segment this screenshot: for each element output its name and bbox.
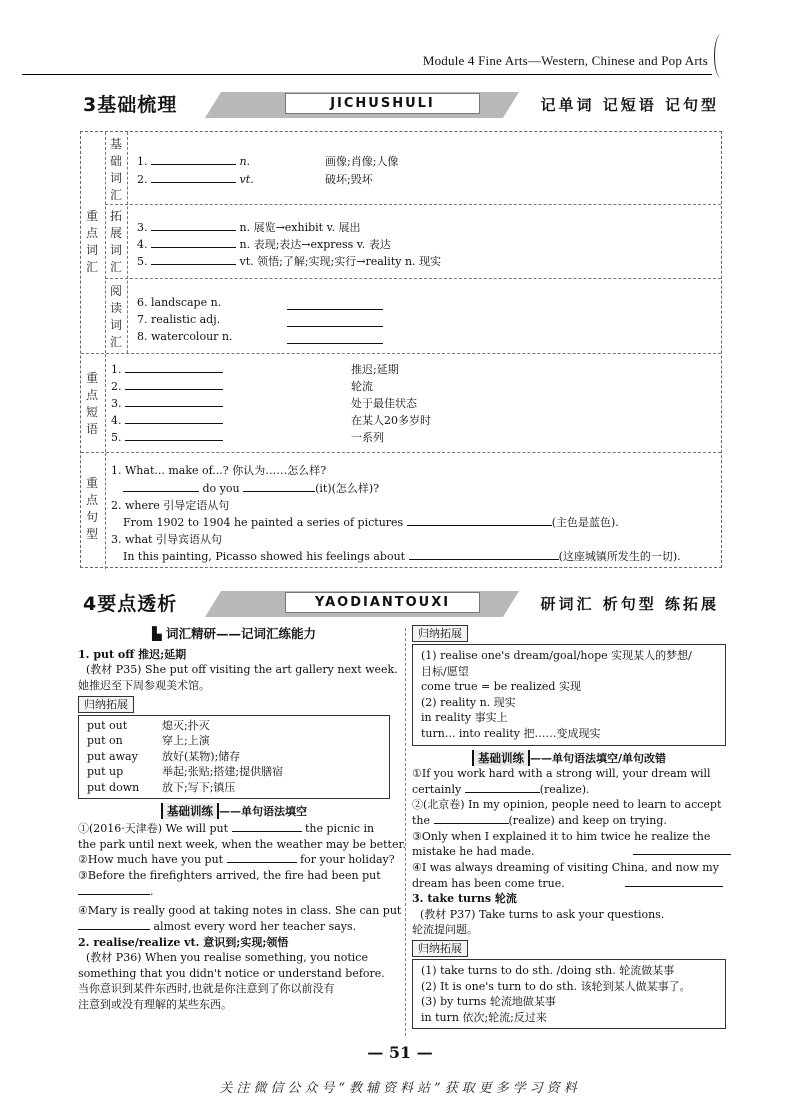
vocab-item (137, 172, 254, 188)
answer-blank[interactable] (407, 516, 552, 526)
word-heading: 2. realise/realize vt. 意识到;实现;领悟 (78, 935, 289, 949)
question-text: ④Mary is really good at taking notes in class. She can put (78, 904, 402, 918)
sentence-title (111, 463, 326, 479)
question-text: ①(2016·天津卷) We will put (78, 822, 228, 836)
section4-pinyin: YAODIANTOUXI (285, 592, 480, 613)
answer-blank[interactable] (78, 920, 150, 930)
phrase-meaning: 处于最佳状态 (351, 397, 417, 410)
summary-box (80, 131, 722, 568)
question-line: . (78, 884, 390, 900)
answer-blank[interactable] (227, 853, 297, 863)
induce-line: in reality 事实上 (421, 711, 508, 725)
drill-subtitle: ——单句语法填空/单句改错 (529, 751, 667, 765)
induce-box (412, 644, 726, 746)
answer-blank[interactable] (633, 845, 731, 855)
divider (105, 204, 721, 205)
phrase-meaning: 推迟;延期 (351, 363, 399, 376)
vocab-item (137, 254, 441, 270)
textbook-example: something that you didn't notice or understand before. (78, 966, 385, 980)
table-cell: 放下;写下;镇压 (162, 781, 236, 795)
question-text: ④I was always dreaming of visiting China, and now my (412, 860, 719, 874)
question-text: the park until next week, when the weather may be better. (78, 837, 407, 851)
answer-blank[interactable] (151, 173, 236, 183)
phrases-section (81, 354, 721, 453)
vocab-item: 6. landscape n. (137, 296, 222, 309)
table-cell: 熄灭;扑灭 (162, 718, 210, 732)
induce-line: 目标/愿望 (421, 664, 469, 678)
reading-vocab-label: 阅读词汇 (109, 284, 122, 349)
item-number: 4. (137, 238, 148, 251)
question-text: (realize). (539, 782, 590, 796)
induce-tag (412, 625, 726, 642)
phrase-table (78, 715, 390, 799)
answer-blank[interactable] (125, 414, 223, 424)
vocab-study-title-text: 词汇精研——记词汇练能力 (165, 626, 316, 641)
column-divider (405, 628, 406, 1036)
vocab-meaning: 破坏;毁坏 (325, 173, 373, 186)
question-line (78, 919, 390, 935)
vocab-section (81, 132, 721, 354)
section4-slogan: 研词汇 析句型 练拓展 (519, 591, 727, 617)
answer-blank[interactable] (287, 300, 383, 310)
drill-title: 基础训练 (161, 803, 219, 819)
item-number: 3. (137, 221, 148, 234)
answer-blank[interactable] (287, 334, 383, 344)
question-line (78, 852, 395, 868)
question-line (412, 813, 726, 829)
phrases-label: 重点短语 (85, 371, 98, 436)
question-text: ②(北京卷) In my opinion, people need to learn to accept (412, 798, 722, 812)
question-text: (realize) and keep on trying. (508, 814, 667, 828)
header-curve (714, 34, 728, 78)
item-number: 4. (111, 414, 122, 427)
vocab-item: 8. watercolour n. (137, 330, 233, 343)
induce-tag-text: 归纳拓展 (412, 625, 468, 642)
answer-blank[interactable] (232, 822, 302, 832)
table-cell: put out (87, 718, 128, 732)
sentence-hint: (it)(怎么样)? (315, 482, 380, 495)
table-cell: put on (87, 734, 123, 748)
phrase-item (111, 396, 223, 412)
item-number: 3. (111, 397, 122, 410)
answer-blank[interactable] (125, 397, 223, 407)
table-row (87, 780, 381, 796)
phrase-item (111, 430, 223, 446)
phrase-item (111, 413, 223, 429)
induce-line: (1) realise one's dream/goal/hope 实现某人的梦想/ (421, 649, 692, 662)
divider (105, 278, 721, 279)
phrase-item (111, 379, 223, 395)
table-row (87, 733, 381, 749)
answer-blank[interactable] (465, 783, 540, 793)
induce-line: turn... into reality 把……变成现实 (421, 727, 601, 741)
induce-line: (2) reality n. 现实 (421, 695, 516, 709)
answer-blank[interactable] (123, 482, 199, 492)
answer-blank[interactable] (409, 550, 559, 560)
table-row (87, 764, 381, 780)
induce-line: (2) It is one's turn to do sth. 该轮到某人做某事了。 (421, 979, 691, 993)
textbook-example: (教材 P36) When you realise something, you notice (86, 951, 368, 965)
answer-blank[interactable] (625, 877, 723, 887)
textbook-example: (教材 P35) She put off visiting the art gallery next week. (86, 663, 398, 677)
vocab-item (137, 220, 361, 236)
sentence-line (123, 515, 619, 531)
question-text: ①If you work hard with a strong will, your dream will (412, 767, 711, 781)
answer-blank[interactable] (125, 380, 223, 390)
question-line (412, 782, 726, 798)
footer-note: 关注微信公众号“教辅资料站”获取更多学习资料 (219, 1081, 581, 1096)
question-line (412, 844, 726, 860)
answer-blank[interactable] (78, 885, 150, 895)
question-text: the (412, 814, 431, 828)
example-translation: 轮流提问题。 (412, 923, 478, 937)
sentence-title-text: 1. What... make of...? 你认为……怎么样? (111, 464, 327, 477)
question-text: almost every word her teacher says. (153, 919, 357, 933)
item-number: 2. (111, 380, 122, 393)
sentence-title: 3. what 引导宾语从句 (111, 533, 222, 546)
table-row (87, 718, 381, 734)
word-heading: 1. put off 推迟;延期 (78, 647, 187, 661)
vocab-study-title: ▙ 词汇精研——记词汇练能力 (152, 626, 316, 641)
vocab-meaning: 画像;肖像;人像 (325, 155, 399, 168)
section3-band (80, 92, 727, 118)
vocab-label: 重点词汇 (85, 209, 98, 274)
sentence-line (123, 549, 681, 565)
drill-heading (78, 803, 390, 820)
table-cell: put down (87, 781, 140, 795)
divider (127, 132, 128, 353)
answer-blank[interactable] (287, 317, 383, 327)
question-text: certainly (412, 782, 462, 796)
induce-line: in turn 依次;轮流;反过来 (421, 1010, 547, 1024)
section4-band (80, 591, 727, 617)
divider (105, 354, 106, 452)
induce-line: (1) take turns to do sth. /doing sth. 轮流做某事 (421, 963, 675, 977)
table-cell: put away (87, 749, 138, 763)
section3-title: 3基础梳理 (80, 92, 205, 118)
section4-title: 4要点透析 (80, 591, 205, 617)
question-text: mistake he had made. (412, 845, 535, 859)
question-text: for your holiday? (300, 853, 395, 867)
induce-tag (78, 696, 390, 713)
vocab-item (137, 154, 250, 170)
induce-line: come true = be realized 实现 (421, 680, 581, 694)
sentence-text: From 1902 to 1904 he painted a series of pictures (123, 516, 404, 529)
left-column (78, 625, 407, 1013)
divider (105, 132, 106, 353)
induce-tag (412, 940, 726, 957)
part-of-speech: n. (239, 155, 251, 168)
answer-blank[interactable] (151, 238, 236, 248)
induce-line: (3) by turns 轮流地做某事 (421, 995, 556, 1009)
phrase-meaning: 一系列 (351, 431, 384, 444)
page-number: — 51 — (367, 1043, 433, 1062)
sentence-title: 2. where 引导定语从句 (111, 499, 230, 512)
table-cell: 穿上;上演 (162, 734, 210, 748)
drill-subtitle: ——单句语法填空 (219, 804, 307, 818)
vocab-item: 7. realistic adj. (137, 313, 221, 326)
header-rule (22, 74, 712, 75)
sentences-label: 重点句型 (85, 476, 98, 541)
question-text: the picnic in (305, 822, 375, 836)
table-row (87, 749, 381, 765)
sentence-text: In this painting, Picasso showed his feelings about (123, 550, 406, 563)
part-of-speech: vt. (239, 173, 254, 186)
example-translation: 她推迟至下周参观美术馆。 (78, 678, 210, 692)
section3-pinyin: JICHUSHULI (285, 93, 480, 114)
basic-vocab-label: 基础词汇 (109, 137, 122, 202)
example-translation: 注意到或没有理解的某些东西。 (78, 997, 232, 1011)
answer-blank[interactable] (243, 482, 315, 492)
question-text: ③Before the firefighters arrived, the fire had been put (78, 869, 381, 883)
question-line (412, 876, 726, 892)
answer-blank[interactable] (151, 255, 236, 265)
question-line (78, 821, 390, 837)
right-column (412, 625, 726, 1033)
item-text: n. 表现;表达→express v. 表达 (239, 238, 391, 251)
sentence-line (123, 481, 379, 497)
module-title: Module 4 Fine Arts—Western, Chinese and Pop Arts (422, 53, 708, 68)
answer-blank[interactable] (125, 363, 223, 373)
vocab-item (137, 237, 391, 253)
example-translation: 当你意识到某件东西时,也就是你注意到了你以前没有 (78, 982, 335, 996)
question-text: ②How much have you put (78, 853, 224, 867)
induce-tag-text: 归纳拓展 (412, 940, 468, 957)
drill-title: 基础训练 (472, 750, 530, 766)
phrase-meaning: 在某人20多岁时 (351, 414, 431, 427)
table-cell: 放好(某物);储存 (162, 749, 241, 763)
item-text: n. 展览→exhibit v. 展出 (239, 221, 361, 234)
item-number: 1. (111, 363, 122, 376)
item-number: 1. (137, 155, 148, 168)
induce-tag-text: 归纳拓展 (78, 696, 134, 713)
table-cell: put up (87, 765, 124, 779)
extend-vocab-label: 拓展词汇 (109, 209, 122, 274)
sentence-hint: (这座城镇所发生的一切). (558, 550, 681, 563)
word-heading: 3. take turns 轮流 (412, 892, 517, 906)
table-cell: 举起;张贴;搭建;提供膳宿 (162, 765, 284, 779)
sentence-text: do you (202, 482, 240, 495)
divider (105, 453, 106, 569)
phrase-item (111, 362, 223, 378)
section3-slogan: 记单词 记短语 记句型 (519, 92, 727, 118)
answer-blank[interactable] (151, 221, 236, 231)
textbook-example: (教材 P37) Take turns to ask your questions. (420, 907, 665, 921)
induce-box (412, 959, 726, 1029)
question-text: dream has been come true. (412, 876, 565, 890)
answer-blank[interactable] (434, 814, 509, 824)
item-number: 5. (137, 255, 148, 268)
sentence-hint: (主色是蓝色). (551, 516, 619, 529)
item-text: vt. 领悟;了解;实现;实行→reality n. 现实 (239, 255, 442, 268)
answer-blank[interactable] (151, 155, 236, 165)
drill-heading (412, 750, 726, 767)
item-number: 5. (111, 431, 122, 444)
answer-blank[interactable] (125, 431, 223, 441)
item-number: 2. (137, 173, 148, 186)
phrase-meaning: 轮流 (351, 380, 373, 393)
sentences-section (81, 453, 721, 569)
question-text: ③Only when I explained it to him twice he realize the (412, 829, 711, 843)
